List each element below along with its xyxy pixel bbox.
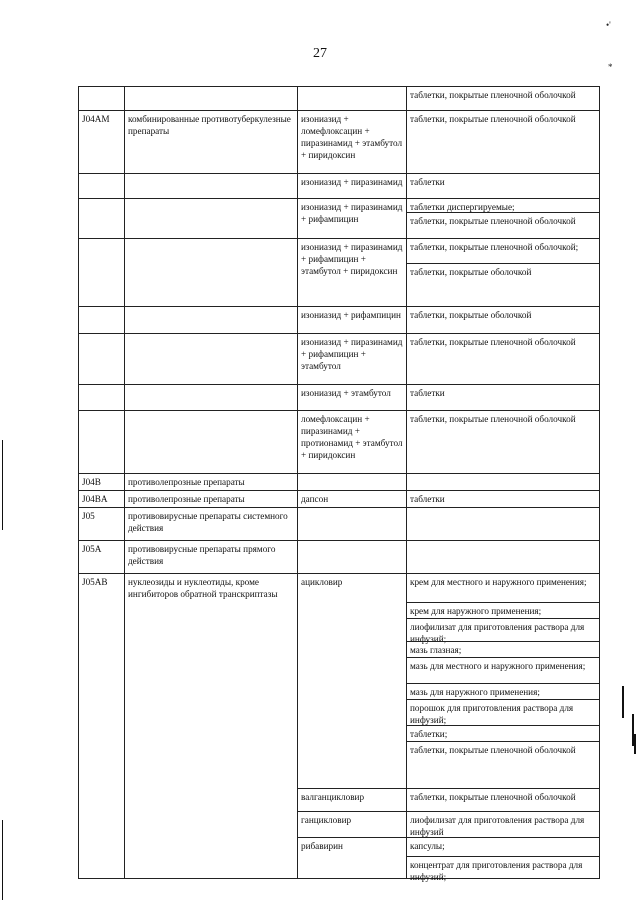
- group-name-cell: [124, 174, 297, 198]
- dosage-form: таблетки, покрытые пленочной оболочкой: [410, 414, 576, 424]
- substance-cell: [297, 837, 406, 878]
- dosage-form: крем для местного и наружного применения;: [410, 577, 587, 587]
- dosage-form-cell: [406, 411, 600, 473]
- dosage-form: таблетки, покрытые пленочной оболочкой: [410, 90, 576, 100]
- dosage-form: мазь глазная;: [407, 641, 599, 657]
- dosage-form-cell: [406, 334, 600, 384]
- atc-code-cell: [78, 474, 124, 490]
- atc-code-cell: [78, 111, 124, 173]
- table-row: [78, 111, 600, 174]
- substance-cell: [297, 199, 406, 238]
- group-name-cell: [124, 411, 297, 473]
- table-row: [78, 174, 600, 199]
- table-row: [78, 574, 600, 882]
- page-number: 27: [313, 46, 327, 61]
- dosage-form: таблетки, покрытые пленочной оболочкой: [407, 741, 599, 764]
- atc-code-cell: [78, 508, 124, 540]
- substance-cell: [297, 541, 406, 573]
- dosage-form: мазь для местного и наружного применения;: [407, 657, 599, 683]
- dosage-form: капсулы;: [410, 841, 445, 851]
- substance-name: ацикловир: [301, 577, 343, 587]
- atc-code-cell: [78, 307, 124, 333]
- dosage-form-cell: [406, 87, 600, 110]
- dosage-form: таблетки, покрытые оболочкой: [407, 263, 599, 306]
- substance-name: изониазид + ломефлоксацин + пиразинамид + этамбутол + пиридоксин: [301, 114, 403, 160]
- table-row: [78, 508, 600, 541]
- scan-edge-mark: [634, 734, 636, 754]
- substance-cell: [297, 508, 406, 540]
- dosage-form: таблетки, покрытые пленочной оболочкой: [410, 114, 576, 124]
- group-name: противовирусные препараты системного действия: [128, 511, 288, 533]
- table-row: [78, 474, 600, 491]
- dosage-form: таблетки, покрытые пленочной оболочкой;: [410, 242, 579, 252]
- group-name-cell: [124, 307, 297, 333]
- atc-code-cell: [78, 411, 124, 473]
- corner-mark: *: [608, 62, 613, 72]
- table-row: [78, 239, 600, 307]
- substance-cell: [297, 239, 406, 306]
- group-name: противолепрозные препараты: [128, 477, 245, 487]
- substance-cell: [297, 385, 406, 410]
- dosage-form-cell: [406, 508, 600, 540]
- scan-edge-mark: [622, 686, 624, 718]
- group-name-cell: [124, 474, 297, 490]
- group-name-cell: [124, 111, 297, 173]
- atc-code: J04B: [82, 477, 101, 487]
- dosage-form-cell: [406, 541, 600, 573]
- dosage-form-cell: [406, 174, 600, 198]
- table-row: [78, 307, 600, 334]
- dosage-form-cell: [406, 307, 600, 333]
- dosage-form-cell: [406, 111, 600, 173]
- substance-name: рибавирин: [301, 841, 343, 851]
- atc-code-cell: [78, 541, 124, 573]
- group-name-cell: [124, 491, 297, 507]
- dosage-form: таблетки, покрытые оболочкой: [410, 310, 532, 320]
- dosage-form: таблетки, покрытые пленочной оболочкой: [407, 212, 599, 238]
- dosage-form-cell: [406, 385, 600, 410]
- table-row: [78, 385, 600, 411]
- group-name-cell: [124, 334, 297, 384]
- substance-name: ломефлоксацин + пиразинамид + протионамид + этамбутол + пиридоксин: [301, 414, 403, 460]
- substance-name: валганцикловир: [301, 792, 365, 802]
- substance-cell: [297, 111, 406, 173]
- corner-mark: •': [606, 20, 611, 30]
- substance-name: [298, 508, 406, 512]
- atc-code: J04AM: [82, 114, 110, 124]
- group-name: противовирусные препараты прямого действия: [128, 544, 276, 566]
- dosage-form-cell: [406, 239, 600, 306]
- atc-code: J05A: [82, 544, 102, 554]
- dosage-form-cell: [406, 811, 600, 837]
- substance-cell: [297, 87, 406, 110]
- group-name-cell: [124, 574, 297, 878]
- group-name: комбинированные противотуберкулезные препараты: [128, 114, 291, 136]
- substance-cell: [297, 788, 406, 811]
- dosage-form: крем для наружного применения;: [407, 602, 599, 618]
- substance-cell: [297, 334, 406, 384]
- substance-name: дапсон: [301, 494, 329, 504]
- substance-name: ганцикловир: [301, 815, 352, 825]
- substance-cell: [297, 411, 406, 473]
- substance-name: изониазид + пиразинамид + рифампицин + этамбутол: [301, 337, 403, 371]
- substance-cell: [297, 811, 406, 837]
- table-row: [78, 411, 600, 474]
- atc-code-cell: [78, 491, 124, 507]
- atc-code-cell: [78, 87, 124, 110]
- substance-name: изониазид + пиразинамид + рифампицин + этамбутол + пиридоксин: [301, 242, 403, 276]
- table-row: [78, 541, 600, 574]
- atc-code-cell: [78, 574, 124, 878]
- dosage-form: концентрат для приготовления раствора для инфузий;: [407, 856, 599, 879]
- dosage-form: таблетки: [410, 177, 445, 187]
- substance-cell: [297, 491, 406, 507]
- dosage-form: таблетки: [410, 388, 445, 398]
- atc-code: J05AB: [82, 577, 108, 587]
- scan-edge-mark: [2, 820, 3, 900]
- group-name: противолепрозные препараты: [128, 494, 245, 504]
- dosage-form: таблетки диспергируемые;: [410, 202, 515, 212]
- dosage-form-cell: [406, 837, 600, 882]
- substance-name: [298, 541, 406, 545]
- dosage-form-cell: [406, 474, 600, 490]
- group-name-cell: [124, 87, 297, 110]
- substance-name: [298, 87, 406, 91]
- group-name-cell: [124, 239, 297, 306]
- atc-code: J04BA: [82, 494, 108, 504]
- dosage-form: таблетки, покрытые пленочной оболочкой: [410, 792, 576, 802]
- group-name-cell: [124, 199, 297, 238]
- table-row: [78, 334, 600, 385]
- table-row: [78, 86, 600, 111]
- substance-cell: [297, 474, 406, 490]
- substance-name: изониазид + пиразинамид + рифампицин: [301, 202, 403, 224]
- substance-cell: [297, 574, 406, 788]
- table-row: [78, 199, 600, 239]
- dosage-form: таблетки, покрытые пленочной оболочкой: [410, 337, 576, 347]
- substance-cell: [297, 174, 406, 198]
- scan-edge-mark: [2, 440, 3, 530]
- substance-name: изониазид + пиразинамид: [301, 177, 403, 187]
- group-name-cell: [124, 541, 297, 573]
- dosage-form-cell: [406, 491, 600, 507]
- dosage-form: таблетки;: [407, 725, 599, 741]
- dosage-form-cell: [406, 574, 600, 788]
- atc-code-cell: [78, 334, 124, 384]
- table-row: [78, 491, 600, 508]
- dosage-form-cell: [406, 199, 600, 238]
- dosage-form-cell: [406, 788, 600, 811]
- atc-code-cell: [78, 174, 124, 198]
- drug-table: [78, 86, 600, 882]
- atc-code-cell: [78, 385, 124, 410]
- dosage-form: порошок для приготовления раствора для инфузий;: [407, 699, 599, 725]
- substance-name: изониазид + рифампицин: [301, 310, 401, 320]
- group-name-cell: [124, 508, 297, 540]
- dosage-form: лиофилизат для приготовления раствора для инфузий;: [407, 618, 599, 641]
- dosage-form: лиофилизат для приготовления раствора для инфузий: [410, 815, 585, 837]
- atc-code-cell: [78, 199, 124, 238]
- group-name-cell: [124, 385, 297, 410]
- dosage-form: таблетки: [410, 494, 445, 504]
- substance-cell: [297, 307, 406, 333]
- substance-name: [298, 474, 406, 478]
- atc-code-cell: [78, 239, 124, 306]
- dosage-form: мазь для наружного применения;: [407, 683, 599, 699]
- atc-code: J05: [82, 511, 95, 521]
- group-name: нуклеозиды и нуклеотиды, кроме ингибиторов обратной транскриптазы: [128, 577, 278, 599]
- substance-name: изониазид + этамбутол: [301, 388, 391, 398]
